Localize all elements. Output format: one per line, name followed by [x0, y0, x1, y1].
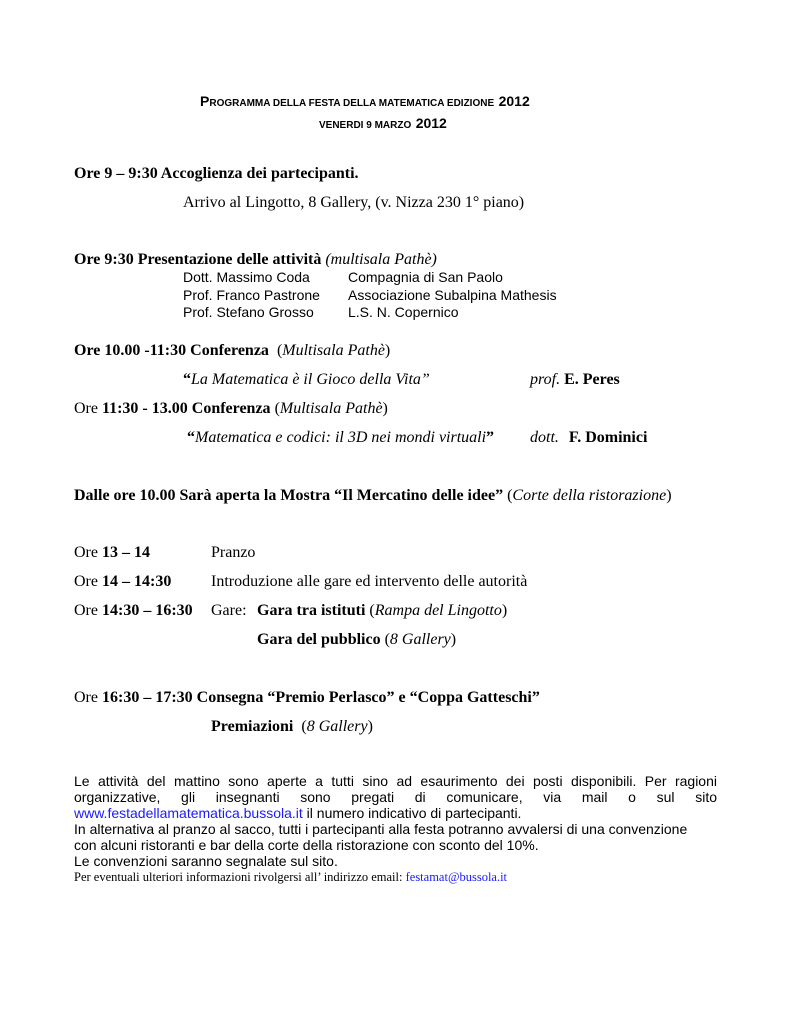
venue-close-paren: ) [666, 487, 672, 504]
venue-open-paren: ( [369, 602, 375, 619]
conference-2-title-line [187, 428, 494, 447]
conference-1-speaker: E. Peres [564, 371, 620, 388]
conference-1-title: La Matematica è il Gioco della Vita” [191, 371, 430, 388]
presentation-venue: (multisala Pathè) [325, 251, 437, 268]
conference-1-title-line [183, 370, 430, 389]
premiazioni-venue: 8 Gallery [306, 718, 368, 735]
program-date [319, 115, 447, 133]
title-year: 2012 [498, 93, 530, 109]
date-year: 2012 [415, 115, 447, 131]
quote-close: ” [486, 429, 495, 446]
gara-istituti-line [257, 601, 507, 620]
note-line-1: Le attività del mattino sono aperte a tutti sino ad esaurimento dei posti disponibili. Per ragioni [74, 773, 717, 789]
exhibit-line [74, 486, 672, 505]
premiazioni-line [211, 717, 373, 736]
conference-2-ore: Ore [74, 400, 98, 417]
presentation-heading-line [74, 250, 437, 269]
welcome-heading: Ore 9 – 9:30 Accoglienza dei partecipanti. [74, 165, 359, 182]
awards-heading: 16:30 – 17:30 Consegna “Premio Perlasco” e “Coppa Gatteschi” [101, 689, 540, 706]
conference-1-role: prof. [530, 371, 561, 388]
conference-2-speaker-line [530, 428, 647, 447]
conference-2-role: dott. [530, 429, 559, 446]
conference-2-heading: 11:30 - 13.00 Conferenza [101, 400, 271, 417]
speaker-org: L.S. N. Copernico [348, 304, 459, 320]
note-line-5: con alcuni ristoranti e bar della corte della ristorazione con sconto del 10%. [74, 837, 539, 853]
gare-hours: 14:30 – 16:30 [101, 602, 193, 619]
venue-open-paren: ( [507, 487, 513, 504]
venue-open-paren: ( [301, 718, 307, 735]
gare-ore: Ore [74, 602, 98, 619]
exhibit-text: Dalle ore 10.00 Sarà aperta la Mostra “Il Mercatino delle idee” [74, 487, 504, 504]
premiazioni: Premiazioni [211, 718, 294, 735]
lunch-hours: 13 – 14 [101, 544, 150, 561]
awards-line [74, 688, 540, 707]
conference-2-title: Matematica e codici: il 3D nei mondi virtuali [195, 429, 487, 446]
venue-open-paren: ( [276, 342, 283, 359]
conference-2-heading-line [74, 399, 388, 418]
intro-time [74, 572, 171, 591]
conference-1-venue: Multisala Pathè [282, 342, 385, 359]
contact-line [74, 870, 507, 885]
conference-2-speaker: F. Dominici [568, 429, 648, 446]
note-line-3-rest: il numero indicativo di partecipanti. [302, 805, 522, 821]
quote-open: “ [187, 429, 195, 446]
conference-1-heading-line [74, 341, 390, 360]
contact-email-link[interactable]: festamat@bussola.it [405, 870, 508, 884]
lunch-ore: Ore [74, 544, 98, 561]
gara-pubblico: Gara del pubblico [257, 631, 381, 648]
gara-pubblico-line [257, 630, 456, 649]
speaker-names [183, 269, 320, 322]
speaker-name: Prof. Stefano Grosso [183, 304, 314, 320]
awards-ore: Ore [74, 689, 98, 706]
venue-close-paren: ) [367, 718, 373, 735]
gare-label: Gare: [211, 602, 247, 619]
lunch-time [74, 543, 150, 562]
program-title [200, 93, 530, 111]
gare-time [74, 601, 193, 620]
venue-open-paren: ( [384, 631, 390, 648]
speaker-name: Dott. Massimo Coda [183, 269, 310, 285]
note-line-4: In alternativa al pranzo al sacco, tutti i partecipanti alla festa potranno avvalersi di una convenzione [74, 821, 688, 837]
exhibit-venue: Corte della ristorazione [512, 487, 667, 504]
gara-istituti: Gara tra istituti [257, 602, 366, 619]
speaker-orgs [348, 269, 557, 322]
intro-desc: Introduzione alle gare ed intervento delle autorità [211, 573, 528, 590]
speaker-org: Compagnia di San Paolo [348, 269, 503, 285]
lunch-desc: Pranzo [211, 544, 256, 561]
venue-open-paren: ( [274, 400, 280, 417]
note-line-6: Le convenzioni saranno segnalate sul sito. [74, 853, 338, 869]
site-link[interactable]: www.festadellamatematica.bussola.it [74, 805, 303, 821]
gara-istituti-venue: Rampa del Lingotto [374, 602, 502, 619]
speaker-name: Prof. Franco Pastrone [183, 286, 320, 303]
title-text: ROGRAMMA DELLA FESTA DELLA MATEMATICA EDIZIONE [209, 98, 495, 109]
note-line-2: organizzative, gli insegnanti sono pregati di comunicare, via mail o sul sito [74, 789, 717, 805]
venue-close-paren: ) [501, 602, 508, 619]
contact-text: Per eventuali ulteriori informazioni rivolgersi all’ indirizzo email: [74, 870, 406, 884]
intro-ore: Ore [74, 573, 98, 590]
conference-2-venue: Multisala Pathè [279, 400, 383, 417]
conference-1-speaker-line [530, 370, 620, 389]
arrival-info: Arrivo al Lingotto, 8 Gallery, (v. Nizza 230 1° piano) [183, 194, 525, 211]
speaker-org: Associazione Subalpina Mathesis [348, 286, 557, 303]
intro-hours: 14 – 14:30 [101, 573, 172, 590]
quote-open: “ [183, 371, 191, 388]
presentation-heading: Ore 9:30 Presentazione delle attività [74, 251, 322, 268]
conference-1-heading: Ore 10.00 -11:30 Conferenza [74, 342, 269, 359]
date-text: VENERDI 9 MARZO [319, 120, 412, 131]
venue-close-paren: ) [384, 342, 391, 359]
title-initial: P [200, 93, 210, 109]
note-line-3 [74, 805, 521, 821]
venue-close-paren: ) [382, 400, 388, 417]
venue-close-paren: ) [450, 631, 457, 648]
gara-pubblico-venue: 8 Gallery [389, 631, 451, 648]
